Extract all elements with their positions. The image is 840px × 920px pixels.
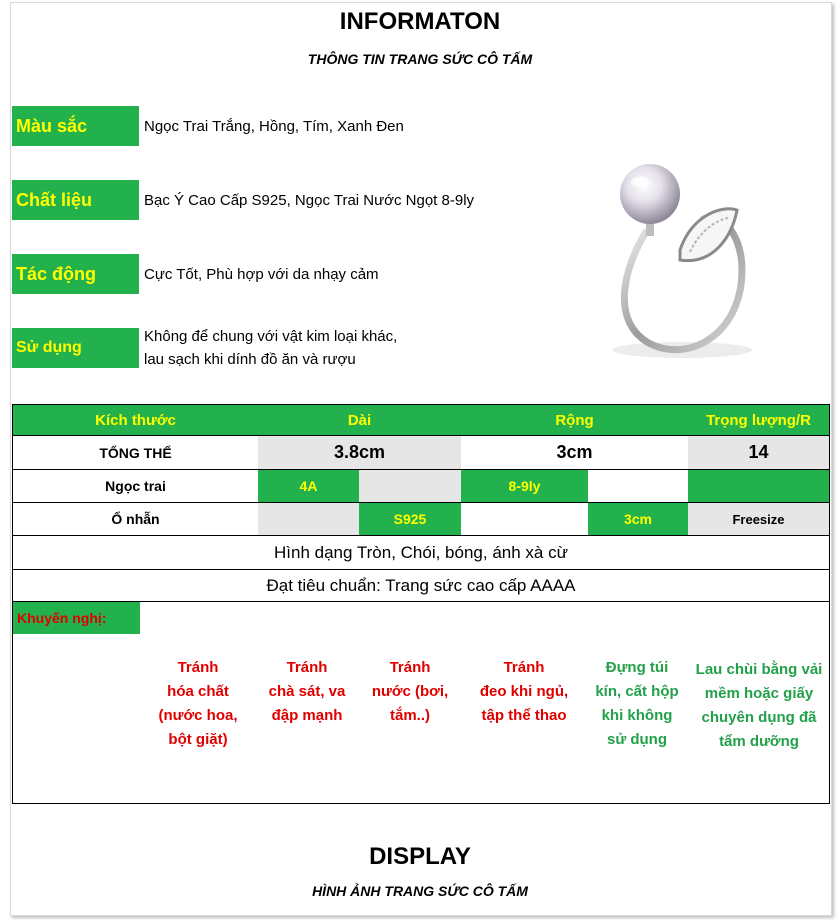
advice-line: Tránh — [389, 659, 431, 676]
row-divider — [13, 435, 829, 436]
ring-length: S925 — [359, 503, 461, 535]
advice-chemicals — [140, 656, 256, 752]
advice-line: Đựng túi — [605, 659, 669, 676]
value-usage-line2: lau sạch khi dính đồ ăn và rượu — [144, 351, 356, 368]
ring-weight: Freesize — [688, 503, 829, 535]
shape-text: Hình dạng Tròn, Chói, bóng, ánh xà cừ — [274, 542, 568, 562]
standard-text: Đạt tiêu chuẩn: Trang sức cao cấp AAAA — [266, 575, 576, 595]
page-title: INFORMATON — [339, 8, 501, 35]
value-color: Ngọc Trai Trắng, Hồng, Tím, Xanh Đen — [144, 118, 404, 135]
row-ring-label: Ổ nhẫn — [111, 511, 160, 527]
advice-sleep — [462, 656, 586, 728]
label-material: Chất liệu — [12, 180, 139, 220]
advice-line: Tránh — [286, 659, 328, 676]
label-effect: Tác động — [12, 254, 139, 294]
header-size: Kích thước — [95, 411, 176, 429]
row-divider — [13, 502, 829, 503]
advice-line: nước (bơi, — [371, 683, 449, 700]
display-title: DISPLAY — [369, 843, 471, 870]
advice-line: Tránh — [177, 659, 219, 676]
value-material: Bạc Ý Cao Cấp S925, Ngọc Trai Nước Ngọt 8-9ly — [144, 192, 475, 209]
value-usage-line1: Không để chung với vật kim loại khác, — [144, 328, 398, 345]
header-weight: Trọng lượng/R — [706, 411, 811, 429]
advice-line: đập mạnh — [271, 707, 343, 724]
advice-line: khi không — [601, 707, 673, 724]
row-divider — [13, 569, 829, 570]
ring-width: 3cm — [588, 503, 688, 535]
advice-line: tắm..) — [389, 707, 430, 724]
advice-impact — [256, 656, 358, 728]
pearl-length: 4A — [258, 470, 359, 502]
overall-width: 3cm — [556, 442, 593, 462]
pearl-length-empty — [359, 470, 461, 502]
pearl-ring-image — [592, 160, 772, 370]
overall-length: 3.8cm — [258, 436, 461, 469]
page-subtitle: THÔNG TIN TRANG SỨC CÔ TẤM — [307, 51, 533, 67]
row-divider — [13, 535, 829, 536]
recommend-label: Khuyến nghị: — [13, 602, 140, 634]
advice-water — [358, 656, 462, 728]
display-subtitle: HÌNH ẢNH TRANG SỨC CÔ TẤM — [312, 883, 528, 899]
value-usage — [144, 325, 397, 371]
advice-line: sử dụng — [606, 731, 668, 748]
ring-width-empty — [461, 503, 588, 535]
ring-length-empty — [258, 503, 359, 535]
row-divider — [13, 601, 829, 602]
advice-line: Lau chùi bằng vải — [695, 661, 823, 678]
pearl-weight-empty — [688, 470, 829, 502]
overall-weight: 14 — [688, 436, 829, 469]
header-length: Dài — [347, 411, 372, 429]
advice-line: chà sát, va — [268, 683, 346, 700]
advice-line: chuyên dụng đã — [701, 709, 817, 726]
advice-line: bột giặt) — [168, 731, 228, 748]
row-overall-label: TỔNG THỂ — [99, 444, 172, 461]
pearl-width-empty — [588, 470, 688, 502]
advice-line: kín, cất hộp — [595, 683, 679, 700]
value-effect: Cực Tốt, Phù hợp với da nhạy cảm — [144, 266, 379, 283]
advice-cleaning — [688, 658, 830, 754]
row-pearl-label: Ngọc trai — [105, 478, 166, 494]
advice-storage — [586, 656, 688, 752]
advice-line: mềm hoặc giấy — [704, 685, 814, 702]
advice-line: Tránh — [503, 659, 545, 676]
row-divider — [13, 469, 829, 470]
advice-line: (nước hoa, — [158, 707, 238, 724]
advice-line: đeo khi ngủ, — [479, 683, 569, 700]
header-width: Rộng — [555, 411, 594, 429]
advice-line: tập thể thao — [481, 707, 567, 724]
advice-line: hóa chất — [167, 683, 229, 700]
advice-line: tẩm dưỡng — [719, 733, 799, 750]
pearl-width: 8-9ly — [461, 470, 588, 502]
label-usage: Sử dụng — [12, 328, 139, 368]
label-color: Màu sắc — [12, 106, 139, 146]
